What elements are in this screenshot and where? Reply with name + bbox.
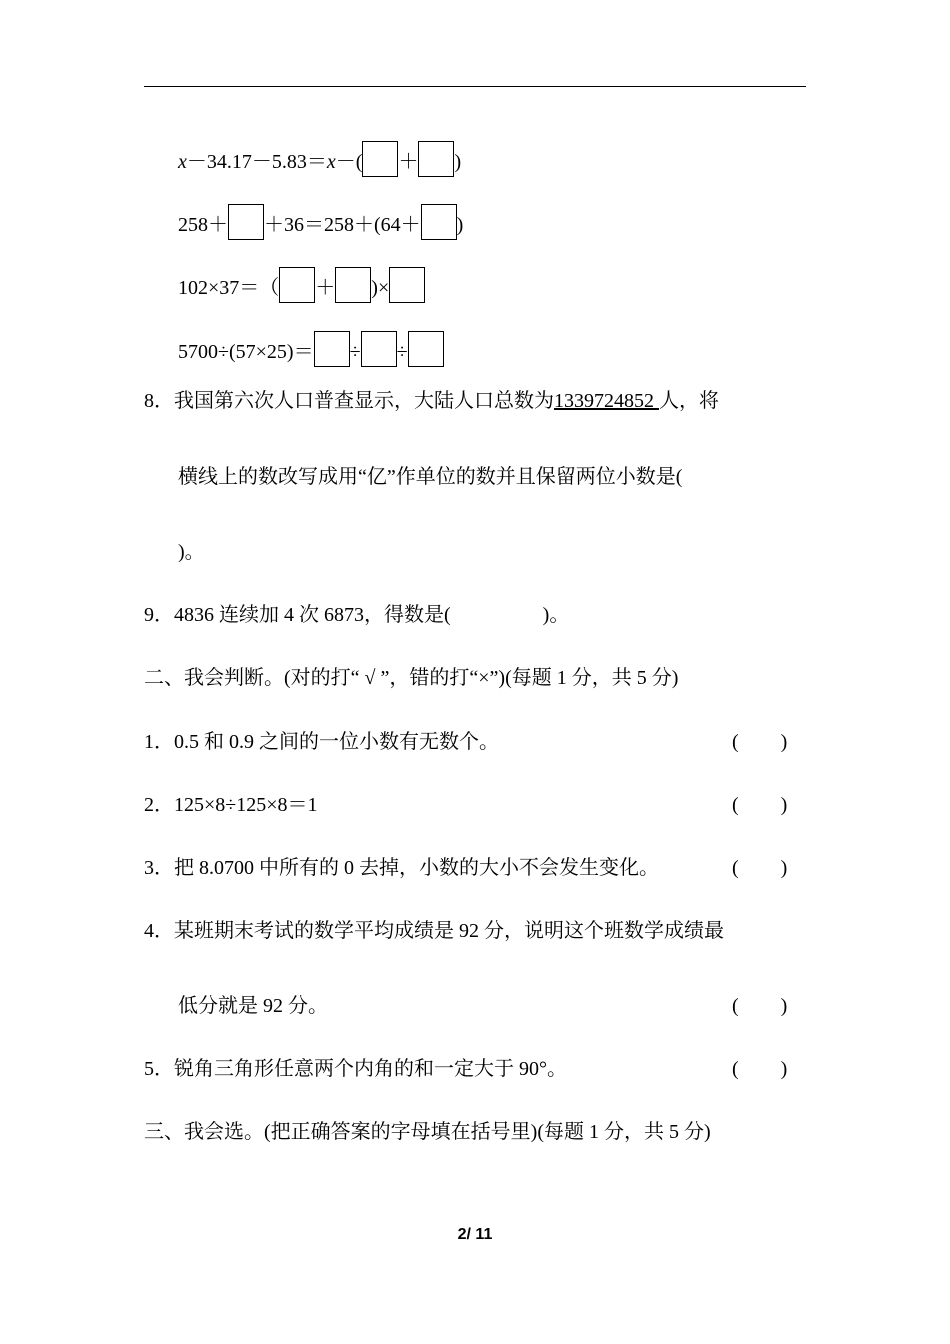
answer-box[interactable]	[314, 331, 350, 367]
answer-box[interactable]	[335, 267, 371, 303]
answer-box[interactable]	[279, 267, 315, 303]
question-8-line-3: )。	[178, 541, 205, 563]
equation-3: 102×37＝（ ＋ )×	[178, 267, 425, 303]
equation-4: 5700÷(57×25)＝ ÷ ÷	[178, 331, 444, 367]
answer-paren[interactable]: ( )	[732, 995, 788, 1017]
judge-item-5: 5．锐角三角形任意两个内角的和一定大于 90°。	[144, 1058, 567, 1080]
judge-item-4-cont: 低分就是 92 分。	[178, 995, 328, 1017]
answer-box[interactable]	[418, 141, 454, 177]
question-9: 9．4836 连续加 4 次 6873，得数是( )。	[144, 604, 570, 626]
page-number: 2/ 11	[457, 1226, 493, 1243]
answer-box[interactable]	[228, 204, 264, 240]
answer-paren[interactable]: ( )	[732, 794, 788, 816]
header-rule	[144, 86, 806, 87]
question-8-line-2: 横线上的数改写成用“亿”作单位的数并且保留两位小数是(	[178, 466, 683, 488]
question-8: 8．我国第六次人口普查显示，大陆人口总数为1339724852 人，将	[144, 390, 719, 412]
underlined-number: 1339724852	[554, 390, 659, 412]
judge-item-4: 4．某班期末考试的数学平均成绩是 92 分，说明这个班数学成绩最	[144, 920, 724, 942]
answer-box[interactable]	[408, 331, 444, 367]
section-2-heading: 二、我会判断。(对的打“ √ ”，错的打“×”)(每题 1 分，共 5 分)	[144, 667, 679, 689]
answer-paren[interactable]: ( )	[732, 1058, 788, 1080]
answer-paren[interactable]: ( )	[732, 731, 788, 753]
judge-item-3: 3．把 8.0700 中所有的 0 去掉，小数的大小不会发生变化。	[144, 857, 659, 879]
equation-2: 258＋ ＋36＝258＋(64＋ )	[178, 204, 463, 240]
answer-box[interactable]	[421, 204, 457, 240]
judge-item-1: 1．0.5 和 0.9 之间的一位小数有无数个。	[144, 731, 499, 753]
answer-box[interactable]	[362, 141, 398, 177]
answer-box[interactable]	[361, 331, 397, 367]
answer-box[interactable]	[389, 267, 425, 303]
judge-item-2: 2．125×8÷125×8＝1	[144, 794, 318, 816]
answer-paren[interactable]: ( )	[732, 857, 788, 879]
equation-1: x－34.17－5.83＝x－( ＋ )	[178, 141, 461, 177]
section-3-heading: 三、我会选。(把正确答案的字母填在括号里)(每题 1 分，共 5 分)	[144, 1121, 711, 1143]
